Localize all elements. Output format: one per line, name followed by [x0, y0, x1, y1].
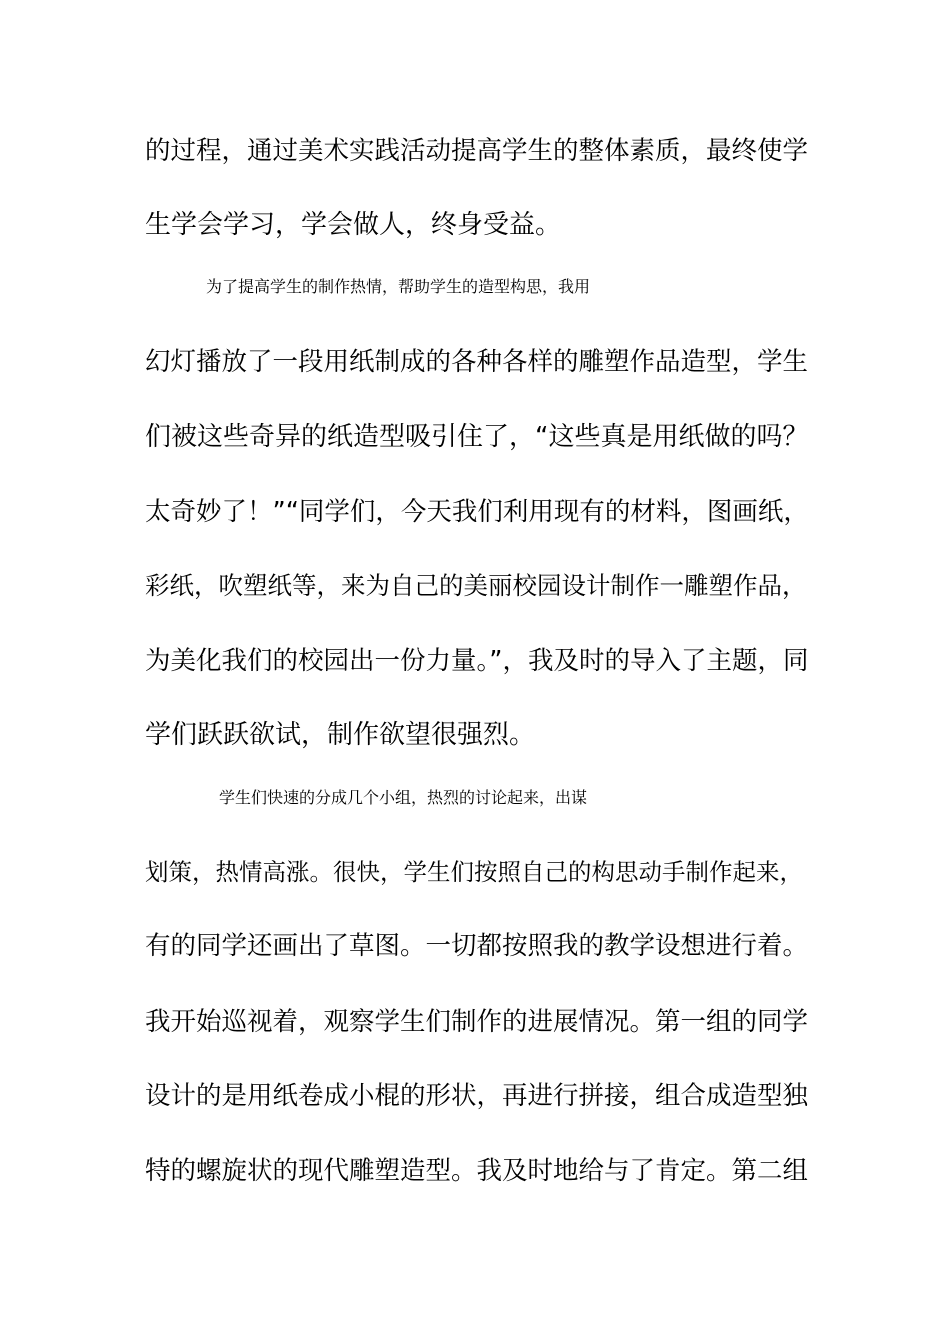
text-line: 特的螺旋状的现代雕塑造型。我及时地给与了肯定。第二组	[145, 1156, 809, 1186]
text-line: 我开始巡视着，观察学生们制作的进展情况。第一组的同学	[145, 1007, 809, 1037]
text-line: 彩纸，吹塑纸等，来为自己的美丽校园设计制作一雕塑作品，	[145, 571, 807, 600]
paragraph-start-line: 为了提高学生的制作热情，帮助学生的造型构思，我用	[206, 277, 591, 296]
text-line: 学们跃跃欲试，制作欲望很强烈。	[145, 720, 536, 750]
text-line: 幻灯播放了一段用纸制成的各种各样的雕塑作品造型，学生	[145, 347, 809, 377]
text-line: 生学会学习，学会做人，终身受益。	[145, 210, 562, 240]
text-line: 设计的是用纸卷成小棍的形状，再进行拼接，组合成造型独	[145, 1081, 809, 1111]
text-line: 的过程，通过美术实践活动提高学生的整体素质，最终使学	[145, 136, 809, 166]
text-line: 们被这些奇异的纸造型吸引住了，“这些真是用纸做的吗？	[145, 422, 809, 452]
paragraph-start-line: 学生们快速的分成几个小组，热烈的讨论起来，出谋	[219, 788, 588, 807]
text-line: 为美化我们的校园出一份力量。”，我及时的导入了主题，同	[145, 646, 809, 676]
text-line: 有的同学还画出了草图。一切都按照我的教学设想进行着。	[145, 931, 809, 961]
text-line: 划策，热情高涨。很快，学生们按照自己的构思动手制作起来，	[145, 858, 803, 886]
text-line: 太奇妙了！”“同学们，今天我们利用现有的材料，图画纸，	[145, 497, 809, 527]
